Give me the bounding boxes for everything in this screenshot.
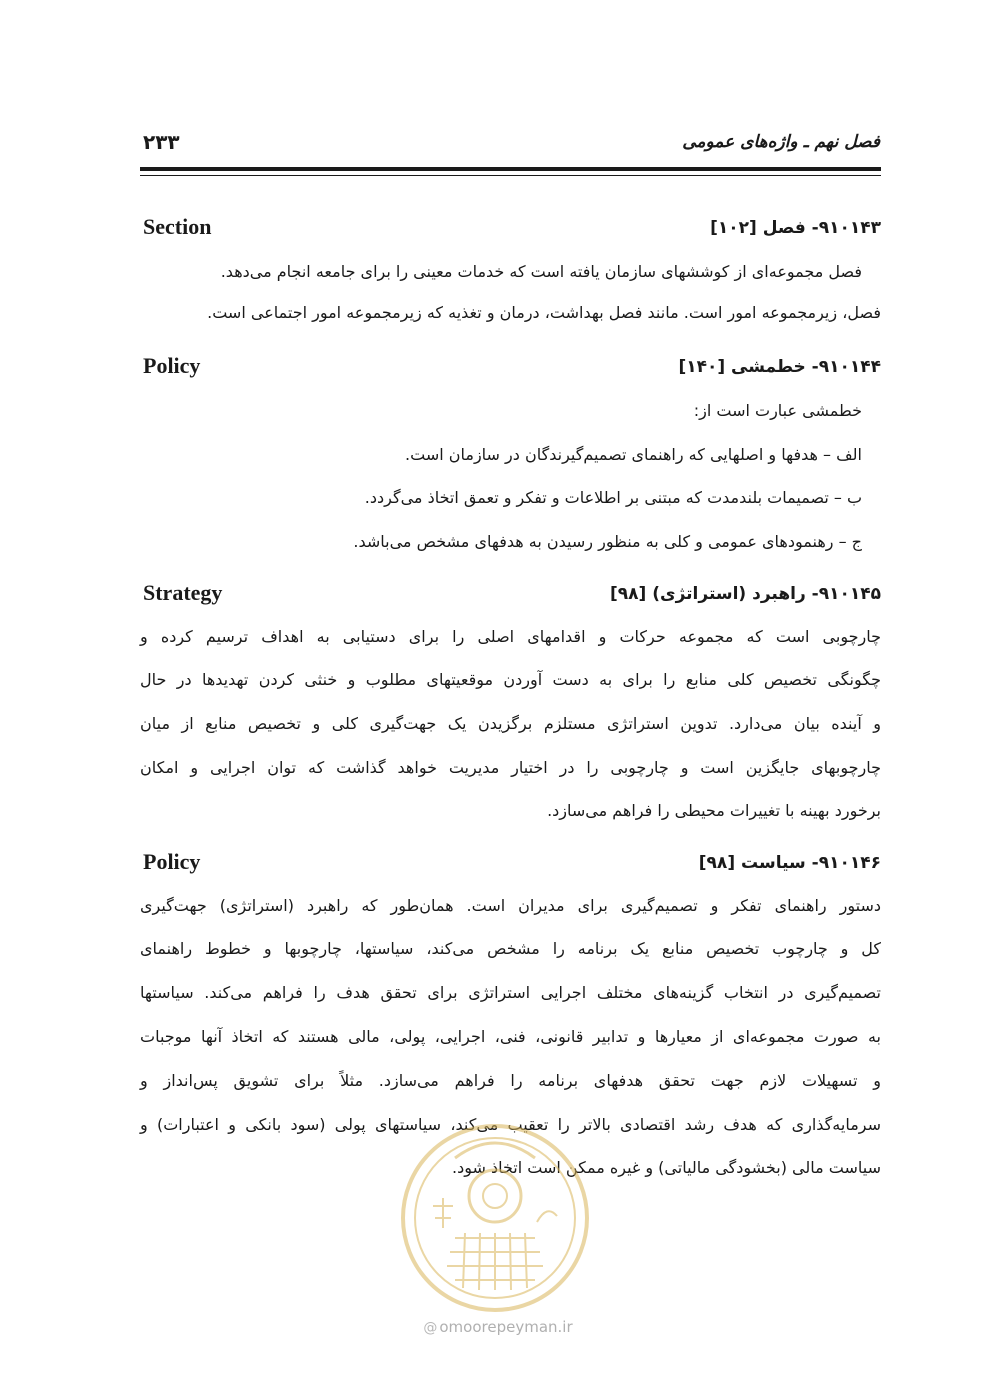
- entry-heading-910145: [140, 580, 881, 610]
- entry-heading-910144: [140, 353, 881, 383]
- paragraph-line: برخورد بهینه با تغییرات محیطی را فراهم می‌سازد.: [547, 801, 881, 820]
- entry-heading-910143: [140, 214, 881, 244]
- at-symbol-icon: @: [423, 1320, 438, 1336]
- paragraph-line: فصل مجموعه‌ای از کوششهای سازمان یافته است که خدمات معینی را برای جامعه انجام می‌دهد.: [220, 262, 862, 281]
- paragraph-line: چارچوبهای جایگزین است و چارچوبی را در اختیار مدیریت خواهد گذاشت که توان اجرایی و امکان: [140, 758, 881, 777]
- entry-english-term: Policy: [143, 849, 201, 874]
- list-item: ج – رهنمودهای عمومی و کلی به منظور رسیدن به هدفهای مشخص می‌باشد.: [353, 532, 862, 551]
- watermark-site-label: omoorepeyman.ir: [439, 1318, 573, 1336]
- entry-heading-title: ۹۱۰۱۴۶- سیاست [۹۸]: [698, 853, 881, 873]
- seal-watermark-icon: [395, 1118, 595, 1318]
- entry-english-term: Policy: [143, 353, 201, 378]
- list-item: ب – تصمیمات بلندمدت که مبتنی بر اطلاعات و تفکر و تعمق اتخاذ می‌گردد.: [364, 488, 862, 507]
- entry-heading-910146: [140, 849, 881, 879]
- chapter-title: فصل نهم ـ واژه‌های عمومی: [682, 132, 880, 152]
- paragraph-line: دستور راهنمای تفکر و تصمیم‌گیری برای مدیران است. همان‌طور که راهبرد (استراتژی) جهت‌گیری: [140, 896, 881, 915]
- entry-english-term: Section: [143, 214, 212, 239]
- header-rule-thin: [140, 175, 881, 176]
- paragraph-line: چگونگی تخصیص کلی منابع را برای به دست آوردن موقعیتهای مطلوب و خنثی کردن تهدیدها در حال: [140, 670, 881, 689]
- paragraph-line: چارچوبی است که مجموعه حرکات و اقدامهای اصلی را برای دستیابی به اهداف ترسیم کرده و: [140, 627, 881, 646]
- entry-heading-title: ۹۱۰۱۴۳- فصل [۱۰۲]: [710, 218, 881, 238]
- watermark-site: [408, 1318, 588, 1336]
- header-rule-thick: [140, 167, 881, 171]
- list-item: الف – هدفها و اصلهایی که راهنمای تصمیم‌گیرندگان در سازمان است.: [405, 445, 862, 464]
- page-number: ۲۳۳: [143, 130, 180, 154]
- paragraph-line: به صورت مجموعه‌ای از معیارها و تدابیر قانونی، فنی، اجرایی، پولی، مالی هستند که اتخاذ آنها موجبات: [140, 1027, 881, 1046]
- paragraph-line: خطمشی عبارت است از:: [693, 401, 862, 420]
- entry-english-term: Strategy: [143, 580, 223, 605]
- paragraph-line: سرمایه‌گذاری که هدف رشد اقتصادی بالاتر را تعقیب می‌کند، سیاستهای پولی (سود بانکی و اعتبارات) و: [140, 1115, 881, 1134]
- entry-heading-title: ۹۱۰۱۴۴- خطمشی [۱۴۰]: [678, 357, 881, 377]
- paragraph-line: سیاست مالی (بخشودگی مالیاتی) و غیره ممکن است اتخاذ شود.: [452, 1158, 881, 1177]
- paragraph-line: کل و چارچوب تخصیص منابع یک برنامه را مشخص می‌کند، سیاستها، چارچوبها و خطوط راهنمای: [140, 939, 881, 958]
- paragraph-line: و تسهیلات لازم جهت تحقق هدفهای برنامه را فراهم می‌سازد. مثلاً برای تشویق پس‌انداز و: [140, 1071, 881, 1090]
- paragraph-line: تصمیم‌گیری در انتخاب گزینه‌های مختلف اجرایی استراتژی برای تحقق هدف را فراهم می‌کند. سیاستها: [140, 983, 881, 1002]
- entry-heading-title: ۹۱۰۱۴۵- راهبرد (استراتژی) [۹۸]: [610, 584, 881, 604]
- paragraph-line: فصل، زیرمجموعه امور است. مانند فصل بهداشت، درمان و تغذیه که زیرمجموعه امور اجتماعی است.: [207, 303, 881, 322]
- paragraph-line: و آینده بیان می‌دارد. تدوین استراتژی مستلزم برگزیدن یک جهت‌گیری کلی و تخصیص منابع از میان: [140, 714, 881, 733]
